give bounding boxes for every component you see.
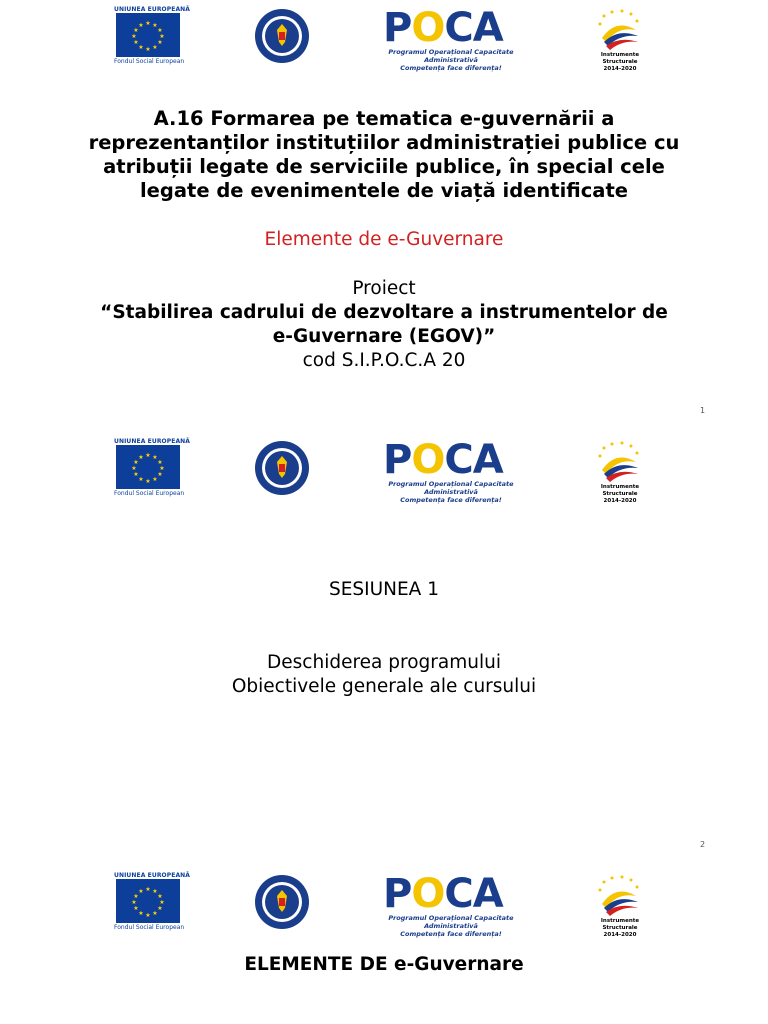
svg-text:★: ★ bbox=[133, 893, 139, 900]
svg-text:★: ★ bbox=[145, 46, 151, 53]
svg-text:★: ★ bbox=[157, 27, 163, 34]
project-name-line: e-Guvernare (EGOV)” bbox=[272, 326, 496, 347]
poca-slogan: Competența face diferența! bbox=[400, 496, 502, 504]
eu-fund-label: Fondul Social European bbox=[114, 490, 185, 497]
logo-strip bbox=[0, 432, 768, 502]
svg-text:★: ★ bbox=[145, 20, 151, 27]
slide-1-subtitle: Elemente de e-Guvernare bbox=[264, 229, 504, 250]
svg-text:★: ★ bbox=[133, 471, 139, 478]
eu-stars-icon bbox=[116, 445, 180, 489]
government-seal-icon bbox=[254, 8, 310, 64]
page-number: 1 bbox=[700, 406, 706, 415]
svg-text:★: ★ bbox=[152, 910, 158, 917]
project-name bbox=[0, 301, 768, 349]
poca-tagline bbox=[383, 480, 519, 504]
structural-instruments-logo-icon bbox=[596, 440, 642, 484]
svg-text:★: ★ bbox=[133, 27, 139, 34]
government-seal-icon bbox=[254, 874, 310, 930]
title-line: atribuții legate de serviciile publice, în special cele bbox=[103, 155, 665, 178]
title-line: reprezentanților instituțiilor administrației publice cu bbox=[88, 131, 680, 154]
svg-text:★: ★ bbox=[157, 905, 163, 912]
structural-instruments-period: 2014-2020 bbox=[603, 498, 637, 504]
eu-label: UNIUNEA EUROPEANĂ bbox=[114, 438, 191, 445]
svg-text:★: ★ bbox=[159, 465, 165, 472]
poca-tagline bbox=[383, 48, 519, 72]
poca-program-name: Programul Operațional Capacitate Administrativă bbox=[388, 480, 514, 496]
svg-text:★: ★ bbox=[133, 905, 139, 912]
svg-text:★: ★ bbox=[138, 476, 144, 483]
structural-instruments-period: 2014-2020 bbox=[603, 66, 637, 72]
svg-text:★: ★ bbox=[138, 454, 144, 461]
svg-text:★: ★ bbox=[145, 452, 151, 459]
title-line: A.16 Formarea pe tematica e-guvernării a bbox=[153, 107, 615, 130]
eu-flag-logo bbox=[116, 13, 180, 57]
structural-instruments-label bbox=[588, 52, 652, 73]
svg-text:★: ★ bbox=[152, 454, 158, 461]
slide-1-title bbox=[60, 107, 708, 203]
svg-text:★: ★ bbox=[131, 899, 137, 906]
eu-fund-label: Fondul Social European bbox=[114, 924, 185, 931]
structural-instruments-name: Instrumente Structurale bbox=[600, 52, 640, 65]
structural-instruments-name: Instrumente Structurale bbox=[600, 484, 640, 497]
structural-instruments-logo-icon bbox=[596, 8, 642, 52]
svg-text:★: ★ bbox=[157, 471, 163, 478]
svg-text:★: ★ bbox=[131, 465, 137, 472]
eu-flag-logo bbox=[116, 879, 180, 923]
svg-text:★: ★ bbox=[152, 888, 158, 895]
svg-text:★: ★ bbox=[145, 912, 151, 919]
poca-slogan: Competența face diferența! bbox=[400, 930, 502, 938]
session-line-1: Deschiderea programului bbox=[267, 652, 501, 673]
slide-3-heading: ELEMENTE DE e-Guvernare bbox=[244, 954, 524, 975]
slide-3 bbox=[0, 866, 768, 1024]
structural-instruments-logo-icon bbox=[596, 874, 642, 918]
poca-program-name: Programul Operațional Capacitate Administrativă bbox=[388, 914, 514, 930]
project-name-line: “Stabilirea cadrului de dezvoltare a instrumentelor de bbox=[100, 302, 668, 323]
title-line: legate de evenimentele de viață identificate bbox=[139, 179, 628, 202]
poca-logo-text: POCA bbox=[383, 871, 503, 917]
svg-text:★: ★ bbox=[157, 893, 163, 900]
project-label: Proiect bbox=[352, 278, 416, 299]
svg-text:★: ★ bbox=[152, 22, 158, 29]
svg-text:★: ★ bbox=[157, 39, 163, 46]
svg-text:★: ★ bbox=[133, 39, 139, 46]
logo-strip bbox=[0, 0, 768, 70]
svg-text:★: ★ bbox=[152, 44, 158, 51]
poca-logo-text: POCA bbox=[383, 5, 503, 51]
session-title: SESIUNEA 1 bbox=[328, 579, 439, 600]
eu-stars-icon bbox=[116, 13, 180, 57]
poca-program-name: Programul Operațional Capacitate Administrativă bbox=[388, 48, 514, 64]
eu-label: UNIUNEA EUROPEANĂ bbox=[114, 872, 191, 879]
svg-text:★: ★ bbox=[138, 22, 144, 29]
svg-text:★: ★ bbox=[138, 44, 144, 51]
structural-instruments-period: 2014-2020 bbox=[603, 932, 637, 938]
government-seal-icon bbox=[254, 440, 310, 496]
svg-text:★: ★ bbox=[145, 886, 151, 893]
structural-instruments-name: Instrumente Structurale bbox=[600, 918, 640, 931]
svg-text:★: ★ bbox=[138, 910, 144, 917]
slide-1 bbox=[0, 0, 768, 430]
svg-text:★: ★ bbox=[159, 33, 165, 40]
poca-slogan: Competența face diferența! bbox=[400, 64, 502, 72]
structural-instruments-label bbox=[588, 918, 652, 939]
eu-flag-logo bbox=[116, 445, 180, 489]
eu-label: UNIUNEA EUROPEANĂ bbox=[114, 6, 191, 13]
logo-strip bbox=[0, 866, 768, 936]
eu-stars-icon bbox=[116, 879, 180, 923]
svg-text:★: ★ bbox=[159, 899, 165, 906]
page-number: 2 bbox=[700, 840, 706, 849]
project-code: cod S.I.P.O.C.A 20 bbox=[302, 350, 466, 371]
structural-instruments-label bbox=[588, 484, 652, 505]
svg-text:★: ★ bbox=[138, 888, 144, 895]
svg-text:★: ★ bbox=[133, 459, 139, 466]
poca-tagline bbox=[383, 914, 519, 938]
svg-text:★: ★ bbox=[152, 476, 158, 483]
eu-fund-label: Fondul Social European bbox=[114, 58, 185, 65]
poca-logo-text: POCA bbox=[383, 437, 503, 483]
svg-text:★: ★ bbox=[157, 459, 163, 466]
slide-2 bbox=[0, 432, 768, 852]
svg-text:★: ★ bbox=[145, 478, 151, 485]
session-line-2: Obiectivele generale ale cursului bbox=[231, 676, 537, 697]
svg-text:★: ★ bbox=[131, 33, 137, 40]
